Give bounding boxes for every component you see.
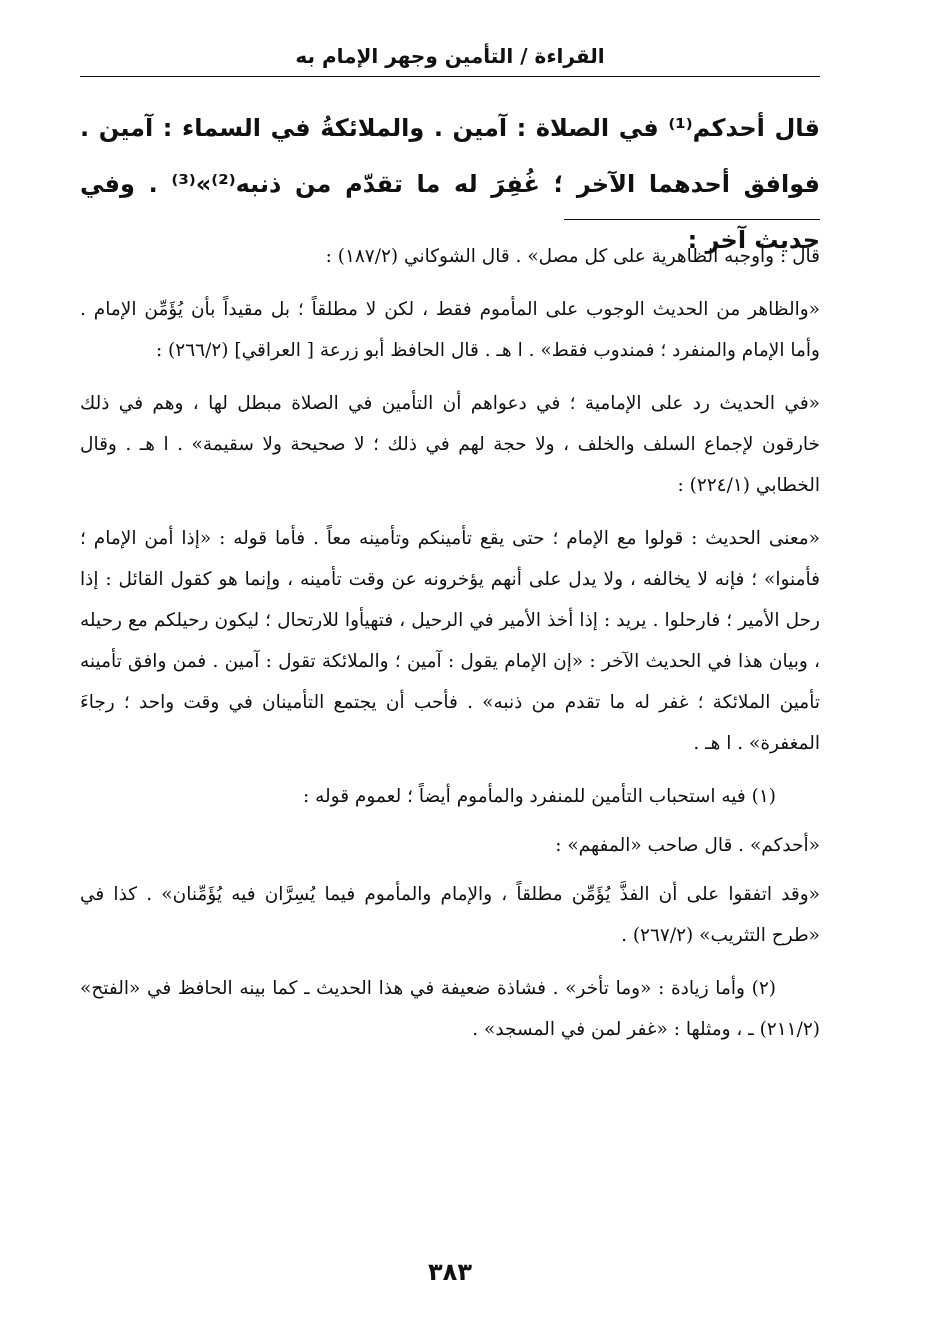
footnote-paragraph: «معنى الحديث : قولوا مع الإمام ؛ حتى يقع تأمينكم وتأمينه معاً . فأما قوله : «إذا أمن الإمام ؛ فأمنوا» ؛ فإنه لا يخالفه ، ولا يدل على أنهم يؤخرونه عن وقت تأمينه ، وإنما هو كقول القائل : إذا رحل الأمير ؛ فارحلوا . يريد : إذا أخذ الأمير في الرحيل ، فتهيأوا للارتحال ؛ ليكون رحيلكم مع رحيله ، وبيان هذا في الحديث الآخر : «إن الإمام يقول : آمين ؛ والملائكة تقول : آمين . فمن وافق تأمينه تأمين الملائكة ؛ غفر له ما تقدم من ذنبه» . فأحب أن يجتمع التأمينان في وقت واحد ؛ رجاءَ المغفرة» . ا هـ . (80, 528, 820, 754)
footnote-separator (564, 219, 820, 220)
footnote-paragraph: قال : وأوجبه الظاهرية على كل مصل» . قال الشوكاني (١٨٧/٢) : (325, 246, 820, 267)
header-rule (80, 76, 820, 77)
footnote-1: (١) فيه استحباب التأمين للمنفرد والمأموم أيضاً ؛ لعموم قوله : (302, 786, 776, 807)
footnotes (80, 236, 820, 1062)
footnote-paragraph: «في الحديث رد على الإمامية ؛ في دعواهم أن التأمين في الصلاة مبطل لها ، وهم في ذلك خارقون لإجماع السلف والخلف ، ولا حجة لهم في ذلك ؛ لا صحيحة ولا سقيمة» . ا هـ . وقال الخطابي (٢٢٤/١) : (80, 393, 820, 496)
main-paragraph: قال أحدكم⁽¹⁾ في الصلاة : آمين . والملائكةُ في السماء : آمين . فوافق أحدهما الآخر ؛ غُفِرَ له ما تقدّم من ذنبه⁽²⁾»⁽³⁾ . وفي حديث آخر : (80, 114, 820, 254)
footnote-paragraph: «وقد اتفقوا على أن الفذَّ يُؤَمِّن مطلقاً ، والإمام والمأموم فيما يُسِرَّان فيه يُؤَمِّنان» . كذا في «طرح التثريب» (٢٦٧/٢) . (80, 884, 820, 946)
page-number: ٣٨٣ (428, 1258, 472, 1286)
footnote-2: (٢) وأما زيادة : «وما تأخر» . فشاذة ضعيفة في هذا الحديث ـ كما بينه الحافظ في «الفتح» (٢١١/٢) ـ ، ومثلها : «غفر لمن في المسجد» . (80, 978, 820, 1040)
footnote-paragraph: «أحدكم» . قال صاحب «المفهم» : (555, 835, 820, 856)
footnote-paragraph: «والظاهر من الحديث الوجوب على المأموم فقط ، لكن لا مطلقاً ؛ بل مقيداً بأن يُؤَمِّن الإمام . وأما الإمام والمنفرد ؛ فمندوب فقط» . ا هـ . قال الحافظ أبو زرعة [ العراقي] (٢٦٦/٢) : (80, 299, 820, 361)
running-head: القراءة / التأمين وجهر الإمام به (295, 44, 605, 68)
